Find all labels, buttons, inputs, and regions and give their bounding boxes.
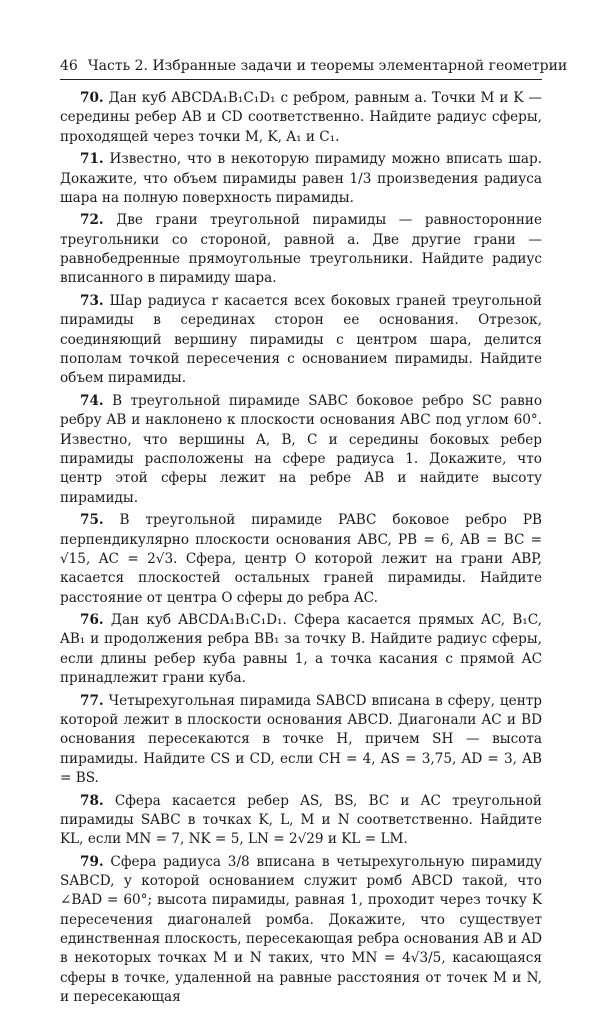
- problem-72: [60, 211, 542, 288]
- problem-78: [60, 792, 542, 850]
- problem-number: 76.: [80, 612, 104, 629]
- book-page: [60, 58, 568, 1011]
- problem-71: [60, 150, 542, 208]
- problem-text: В треугольной пирамиде PABC боковое ребро PB перпендикулярно плоскости основания ABC, PB = 6, AB = BC = √15, AC = 2√3. Сфера, центр O которой лежит на грани ABP, касается плоскостей остальных граней пирамиды. Найдите расстояние от центра O сферы до ребра AC.: [60, 512, 542, 606]
- page-number: 46: [60, 58, 78, 74]
- chapter-title: Часть 2. Избранные задачи и теоремы элементарной геометрии: [87, 58, 568, 74]
- problem-number: 72.: [80, 212, 104, 229]
- problem-text: Четырехугольная пирамида SABCD вписана в сферу, центр которой лежит в плоскости основания ABCD. Диагонали AC и BD основания пересекаются в точке H, причем SH — высота пирамиды. Найдите CS и CD, если CH = 4, AS = 3,75, AD = 3, AB = BS.: [60, 692, 542, 786]
- problem-number: 77.: [80, 692, 104, 709]
- problem-text: Сфера касается ребер AS, BS, BC и AC треугольной пирамиды SABC в точках K, L, M и N соответственно. Найдите KL, если MN = 7, NK = 5, LN = 2√29 и KL = LM.: [60, 792, 542, 848]
- problem-number: 74.: [80, 392, 104, 409]
- problem-text: Известно, что в некоторую пирамиду можно вписать шар. Докажите, что объем пирамиды равен 1/3 произведения радиуса шара на полную поверхность пирамиды.: [60, 151, 542, 206]
- problem-number: 78.: [80, 792, 104, 809]
- problem-70: [60, 89, 542, 147]
- problem-text: В треугольной пирамиде SABC боковое ребро SC равно ребру AB и наклонено к плоскости основания ABC под углом 60°. Известно, что вершины A, B, C и середины боковых ребер пирамиды расположены на сфере радиуса 1. Докажите, что центр этой сферы лежит на ребре AB и найдите высоту пирамиды.: [60, 392, 543, 506]
- problem-text: Дан куб ABCDA₁B₁C₁D₁. Сфера касается прямых AC, B₁C, AB₁ и продолжения ребра BB₁ за точку B. Найдите радиус сферы, если длины ребер куба равны 1, а точка касания с прямой AC принадлежит грани куба.: [60, 612, 542, 687]
- problem-76: [60, 611, 542, 688]
- problem-75: [60, 511, 542, 608]
- problem-number: 79.: [80, 853, 104, 870]
- problem-74: [60, 392, 542, 508]
- problem-number: 75.: [80, 512, 104, 529]
- problem-number: 71.: [80, 151, 104, 168]
- problem-73: [60, 292, 542, 389]
- problem-number: 70.: [80, 90, 104, 106]
- problem-number: 73.: [80, 293, 104, 309]
- problem-77: [60, 692, 542, 789]
- problem-text: Дан куб ABCDA₁B₁C₁D₁ с ребром, равным a. Точки M и K — середины ребер AB и CD соответственно. Найдите радиус сферы, проходящей через точки M, K, A₁ и C₁.: [60, 90, 542, 145]
- running-header: [60, 58, 568, 80]
- problem-text: Две грани треугольной пирамиды — равносторонние треугольники со стороной, равной a. Две другие грани — равнобедренные прямоугольные треугольники. Найдите радиус вписанного в пирамиду шара.: [60, 212, 542, 287]
- problem-text: Сфера радиуса 3/8 вписана в четырехугольную пирамиду SABCD, у которой основанием служит ромб ABCD такой, что ∠BAD = 60°; высота пирамиды, равная 1, проходит через точку K пересечения диагоналей ромба. Докажите, что существует единственная плоскость, пересекающая ребра основания AB и AD в некоторых точках M и N таких, что MN = 4√3/5, касающаяся сферы в точке, удаленной на равные расстояния от точек M и N, и пересекающая: [60, 853, 542, 1006]
- problem-text: Шар радиуса r касается всех боковых граней треугольной пирамиды в серединах сторон ее основания. Отрезок, соединяющий вершину пирамиды с центром шара, делится пополам точкой пересечения с основанием пирамиды. Найдите объем пирамиды.: [60, 293, 542, 387]
- problem-list: [60, 89, 542, 1008]
- problem-79: [60, 853, 542, 1008]
